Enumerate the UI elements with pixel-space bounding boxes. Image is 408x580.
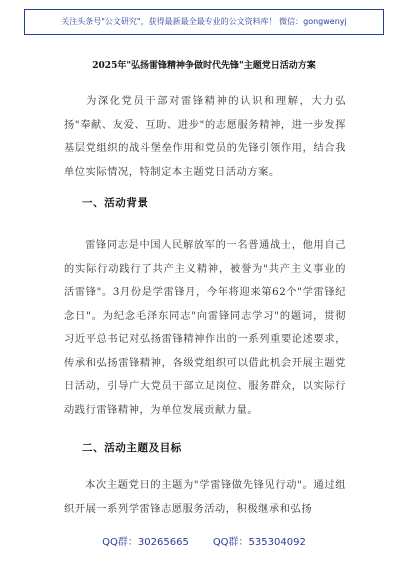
promo-banner: 关注头条号"公文研究"，获得最新最全最专业的公文资料库！ 微信：gongwenyj — [24, 9, 384, 35]
footer-qq-group-1: QQ群：30265665 — [102, 537, 189, 548]
intro-text: 为深化党员干部对雷锋精神的认识和理解，大力弘扬"奉献、友爱、互助、进步"的志愿服务精神，进一步发挥基层党组织的战斗堡垒作用和党员的先锋引领作用，结合我单位实际情况，特制定本主题党日活动方案。 — [64, 96, 346, 178]
footer-qq — [0, 533, 408, 548]
theme-paragraph — [64, 474, 346, 521]
theme-text: 本次主题党日的主题为"学雷锋做先锋见行动"。通过组织开展一系列学雷锋志愿服务活动，积极继承和弘扬 — [64, 480, 346, 515]
intro-paragraph — [64, 90, 346, 184]
footer-qq-group-2: QQ群：535304092 — [212, 537, 306, 548]
background-paragraph — [64, 234, 346, 422]
document-title: 2025年"弘扬雷锋精神争做时代先锋"主题党日活动方案 — [92, 61, 316, 71]
section-heading-background: 一、活动背景 — [82, 197, 149, 209]
background-text: 雷锋同志是中国人民解放军的一名普通战士，他用自己的实际行动践行了共产主义精神，被誉为"共产主义事业的活雷锋"。3月份是学雷锋月，今年将迎来第62个"学雷锋纪念日"。为纪念毛泽东同志"向雷锋同志学习"的题词，贯彻习近平总书记对弘扬雷锋精神作出的一系列重要论述要求，传承和弘扬雷锋精神，各级党组织可以借此机会开展主题党日活动，引导广大党员干部立足岗位、服务群众，以实际行动践行雷锋精神，为单位发展贡献力量。 — [64, 240, 346, 416]
section-heading-theme: 二、活动主题及目标 — [82, 442, 182, 454]
